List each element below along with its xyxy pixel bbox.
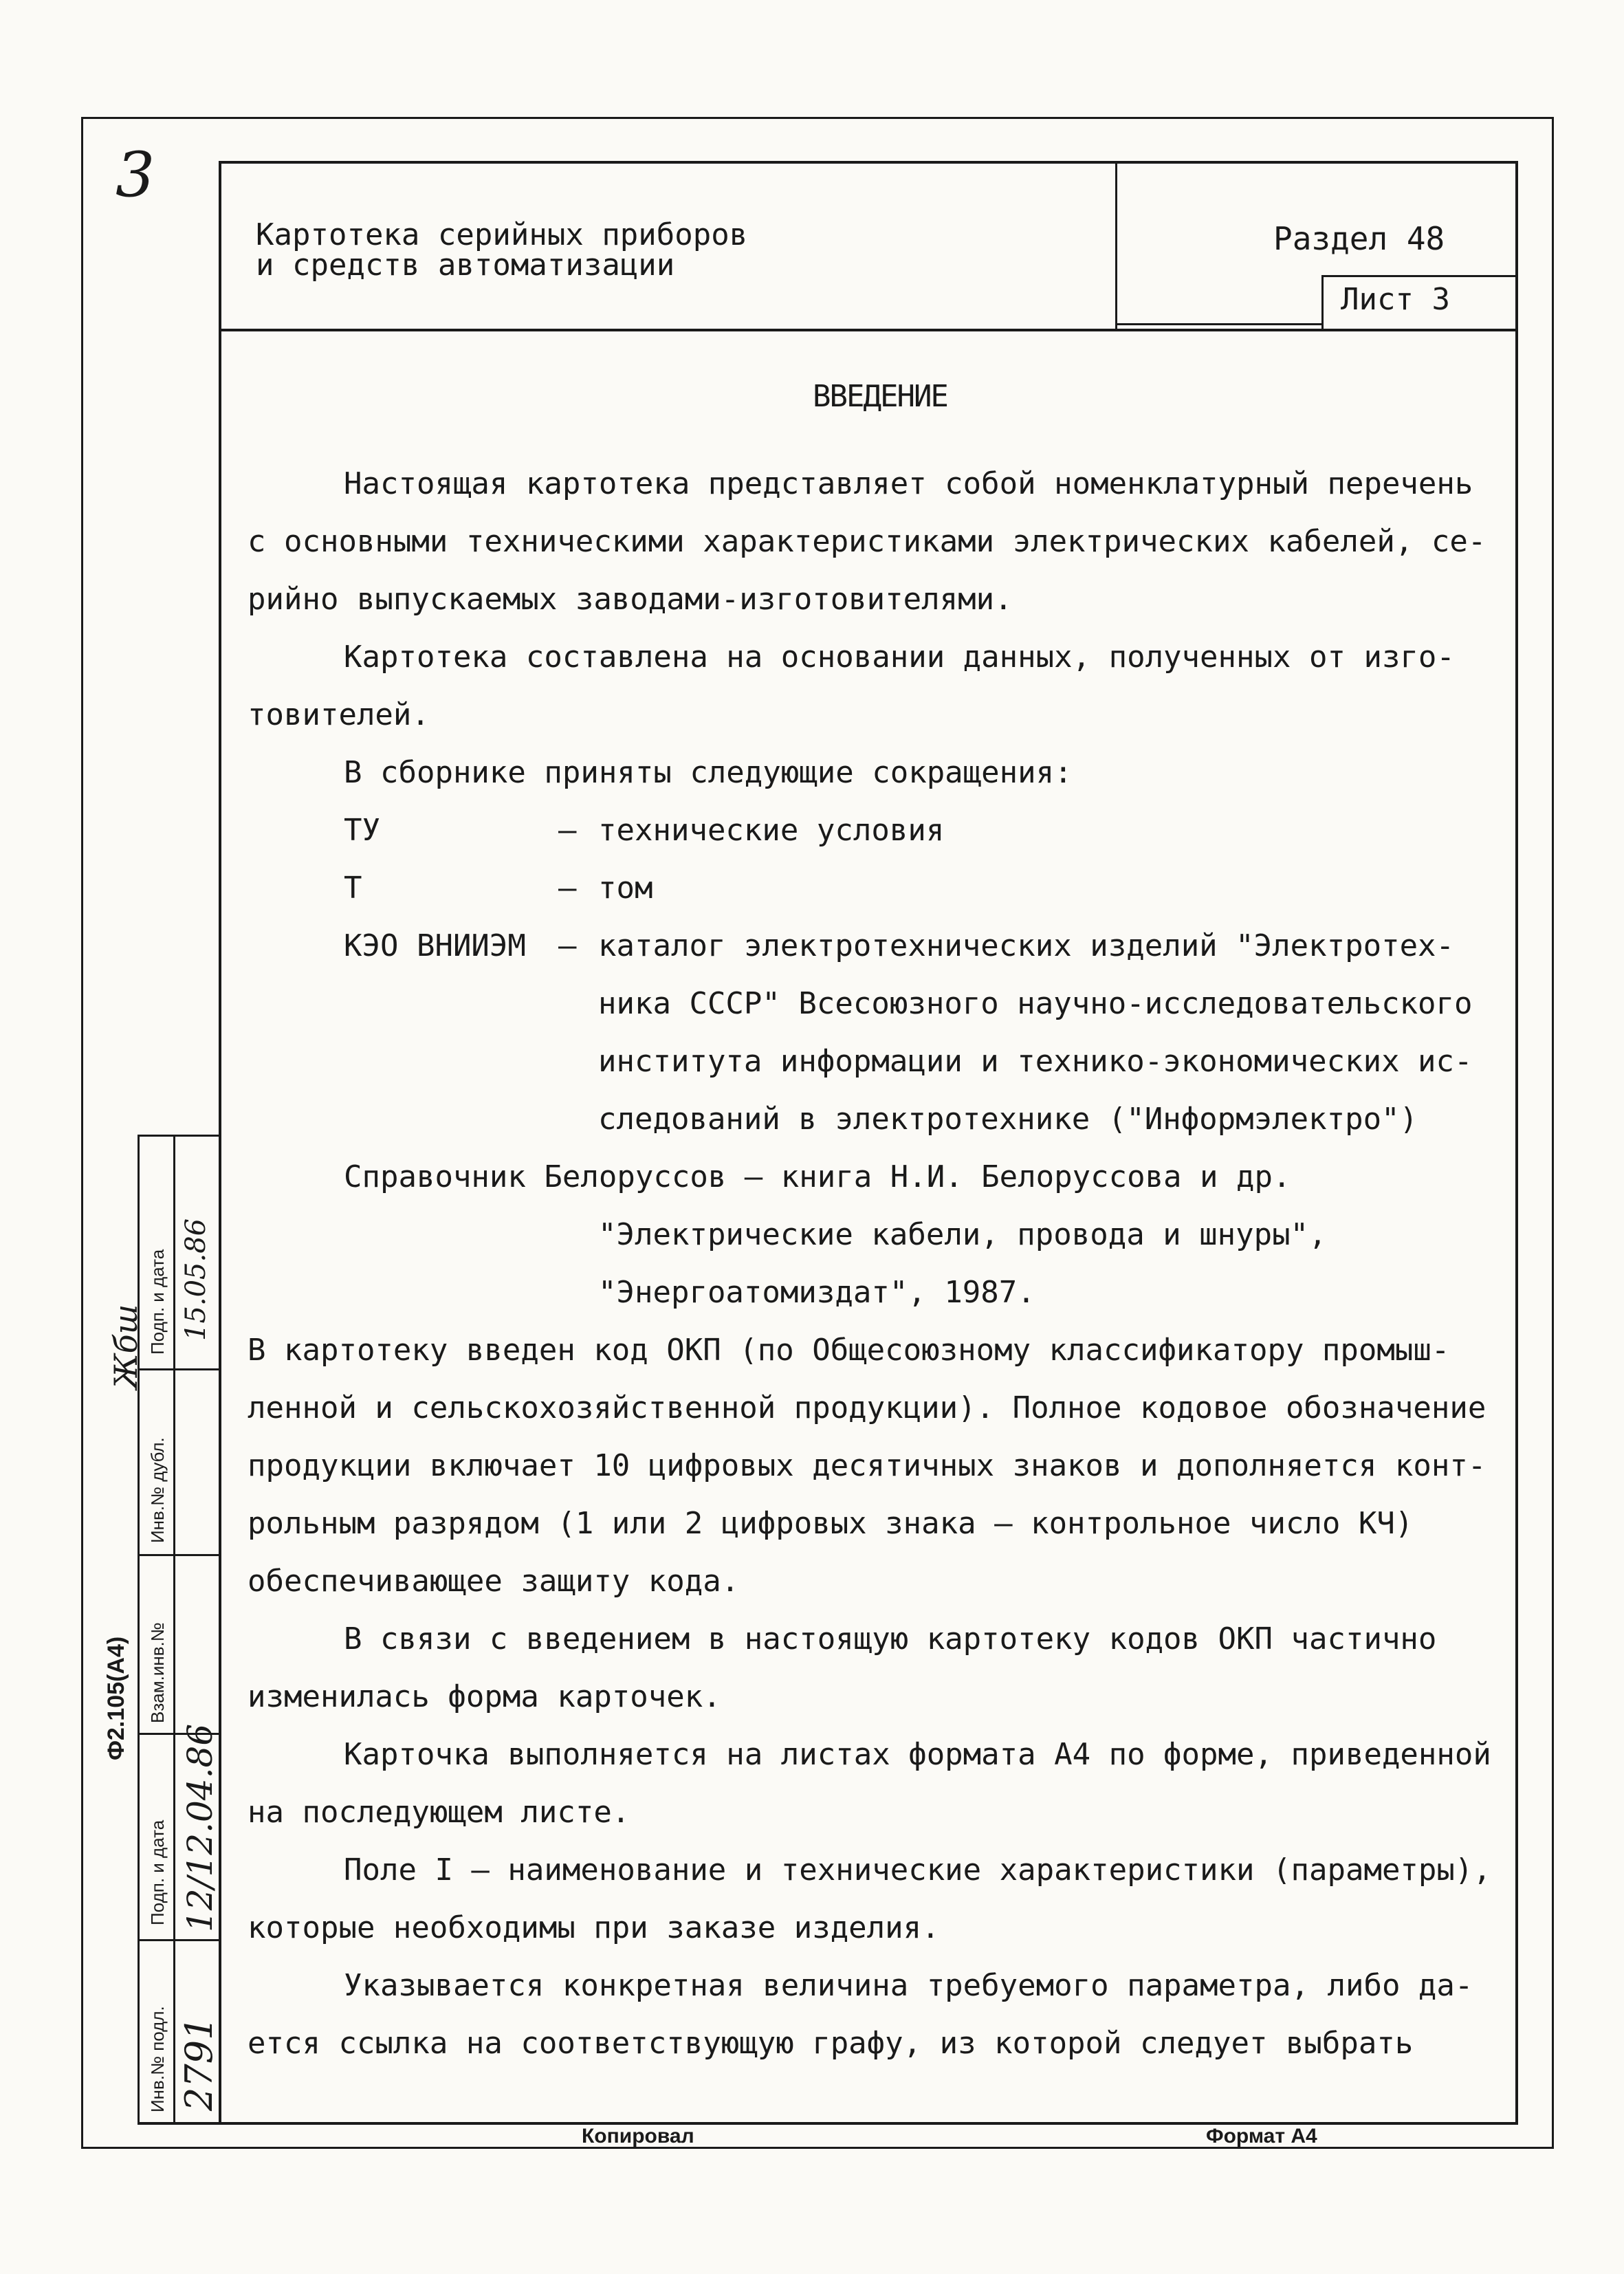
intro-line: с основными техническими характеристиками электрических кабелей, се- xyxy=(248,524,1486,559)
body-line: обеспечивающее защиту кода. xyxy=(248,1564,740,1599)
body-line: Поле I – наименование и технические характеристики (параметры), xyxy=(344,1852,1491,1888)
abbr-term: Т xyxy=(344,871,362,906)
stamp-row-divider xyxy=(138,1554,220,1556)
stamp-row-divider xyxy=(138,1939,220,1941)
body-line: В картотеку введен код ОКП (по Общесоюзному классификатору промыш- xyxy=(248,1333,1450,1368)
intro-line: В сборнике приняты следующие сокращения: xyxy=(344,755,1073,790)
body-line: Указывается конкретная величина требуемого параметра, либо да- xyxy=(344,1968,1473,2003)
page-heading: ВВЕДЕНИЕ xyxy=(813,379,947,414)
intro-line: рийно выпускаемых заводами-изготовителями. xyxy=(248,582,1013,617)
abbr-definition: института информации и технико-экономических ис- xyxy=(598,1044,1473,1079)
stamp-label: Взам.инв.№ xyxy=(147,1622,168,1723)
stamp-handwritten: 15.05.86 xyxy=(180,1218,212,1341)
body-line: ленной и сельскохозяйственной продукции). Полное кодовое обозначение xyxy=(248,1390,1486,1425)
abbr-term: КЭО ВНИИЭМ xyxy=(344,928,526,963)
abbr-definition: том xyxy=(598,871,653,906)
abbr-dash: – xyxy=(558,871,577,906)
footer-format: Формат А4 xyxy=(1206,2125,1317,2147)
stamp-top xyxy=(138,1135,220,1137)
stamp-label: Подп. и дата xyxy=(147,1819,168,1925)
reference-line: "Энергоатомиздат", 1987. xyxy=(598,1275,1035,1310)
sheet-number: Лист 3 xyxy=(1341,282,1450,317)
body-line: которые необходимы при заказе изделия. xyxy=(248,1910,940,1945)
form-code: Ф2.105(А4) xyxy=(103,1636,129,1760)
body-line: рольным разрядом (1 или 2 цифровых знака – контрольное число КЧ) xyxy=(248,1506,1414,1541)
body-line: на последующем листе. xyxy=(248,1795,630,1830)
intro-line: Картотека составлена на основании данных, полученных от изго- xyxy=(344,639,1455,675)
header-vertical-divider xyxy=(1115,161,1117,331)
header-title-line1: Картотека серийных приборов xyxy=(256,217,748,252)
inner-frame-top xyxy=(219,161,1518,164)
reference-line: "Электрические кабели, провода и шнуры", xyxy=(598,1217,1327,1252)
intro-line: товителей. xyxy=(248,697,430,732)
footer-copied: Копировал xyxy=(582,2125,694,2147)
outer-frame-right xyxy=(1552,117,1554,2149)
body-line: продукции включает 10 цифровых десятичных знаков и дополняется конт- xyxy=(248,1448,1486,1483)
stamp-outer-left xyxy=(138,1135,140,2125)
abbr-term: ТУ xyxy=(344,813,380,848)
sheet-box-bottom xyxy=(1117,323,1323,325)
body-line: В связи с введением в настоящую картотеку кодов ОКП частично xyxy=(344,1621,1437,1657)
outer-frame-top xyxy=(81,117,1554,119)
outer-frame-left xyxy=(81,117,83,2149)
section-number: Раздел 48 xyxy=(1273,220,1445,257)
abbr-definition: каталог электротехнических изделий "Электротех- xyxy=(598,928,1455,963)
outer-frame-bottom xyxy=(81,2147,1554,2149)
stamp-handwritten: 12/12.04.86 xyxy=(180,1723,220,1932)
abbr-definition: технические условия xyxy=(598,813,945,848)
stamp-label-divider xyxy=(173,1135,175,2125)
abbr-definition: ника СССР" Всесоюзного научно-исследовательского xyxy=(598,986,1473,1021)
abbr-dash: – xyxy=(558,813,577,848)
abbr-dash: – xyxy=(558,928,577,963)
corner-sheet-number: 3 xyxy=(116,139,155,211)
stamp-label: Подп. и дата xyxy=(147,1249,168,1355)
stamp-label: Инв.№ подл. xyxy=(147,2006,168,2112)
sheet-box-left xyxy=(1321,275,1324,330)
signature-scribble: Жбш xyxy=(107,1304,144,1389)
body-line: Карточка выполняется на листах формата А4 по форме, приведенной xyxy=(344,1737,1491,1772)
section-sheet-divider xyxy=(1323,275,1518,277)
inner-frame-right xyxy=(1515,161,1518,2124)
body-line: ется ссылка на соответствующую графу, из которой следует выбрать xyxy=(248,2026,1414,2061)
reference-line: Справочник Белоруссов – книга Н.И. Белоруссова и др. xyxy=(344,1159,1291,1194)
body-line: изменилась форма карточек. xyxy=(248,1679,721,1714)
abbr-definition: следований в электротехнике ("Информэлектро") xyxy=(598,1102,1418,1137)
stamp-label: Инв.№ дубл. xyxy=(147,1437,168,1543)
stamp-handwritten: 2791 xyxy=(177,2016,221,2111)
intro-line: Настоящая картотека представляет собой номенклатурный перечень xyxy=(344,466,1473,501)
stamp-row-divider xyxy=(138,1368,220,1370)
header-title-line2: и средств автоматизации xyxy=(256,248,675,283)
